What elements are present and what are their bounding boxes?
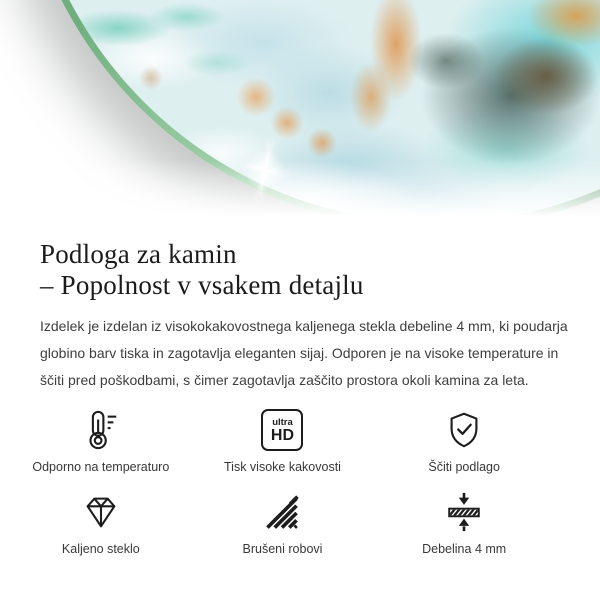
shield-check-icon: [443, 405, 485, 451]
product-hero-image: [0, 0, 600, 232]
ultra-hd-badge: [261, 409, 303, 451]
title-line-2: – Popolnost v vsakem detajlu: [40, 270, 364, 300]
feature-thickness: [373, 487, 555, 557]
hero-bottom-fade: [0, 160, 600, 232]
feature-label: Kaljeno steklo: [61, 542, 140, 556]
feature-label: Debelina 4 mm: [422, 542, 507, 556]
feature-label: Ščiti podlago: [428, 460, 500, 474]
thermometer-icon: [80, 405, 122, 451]
ultra-hd-icon: [261, 405, 303, 451]
feature-label: Tisk visoke kakovosti: [224, 460, 341, 474]
ultra-hd-badge-top: ultra: [272, 416, 293, 428]
product-info-section: [0, 239, 600, 557]
features-grid: [10, 405, 555, 557]
feature-protects-floor: [373, 405, 555, 475]
page-title: [40, 239, 560, 301]
feature-tempered-glass: [10, 487, 192, 557]
thickness-icon: [443, 487, 485, 533]
ultra-hd-badge-bottom: HD: [270, 426, 295, 444]
feature-label: Brušeni robovi: [242, 542, 323, 556]
title-line-1: Podloga za kamin: [40, 239, 237, 269]
feature-polished-edges: [192, 487, 374, 557]
feature-print-quality: [192, 405, 374, 475]
polished-edges-icon: [262, 487, 302, 533]
feature-heat-resistant: [10, 405, 192, 475]
diamond-icon: [80, 487, 122, 533]
product-description: Izdelek je izdelan iz visokokakovostnega kaljenega stekla debeline 4 mm, ki poudarja globino barv tiska in zagotavlja eleganten sijaj. Odporen je na visoke temperature in ščiti pred poškodbami, s čimer zagotavlja zaščito prostora okoli kamina za leta.: [40, 318, 568, 388]
feature-label: Odporno na temperaturo: [32, 460, 170, 474]
